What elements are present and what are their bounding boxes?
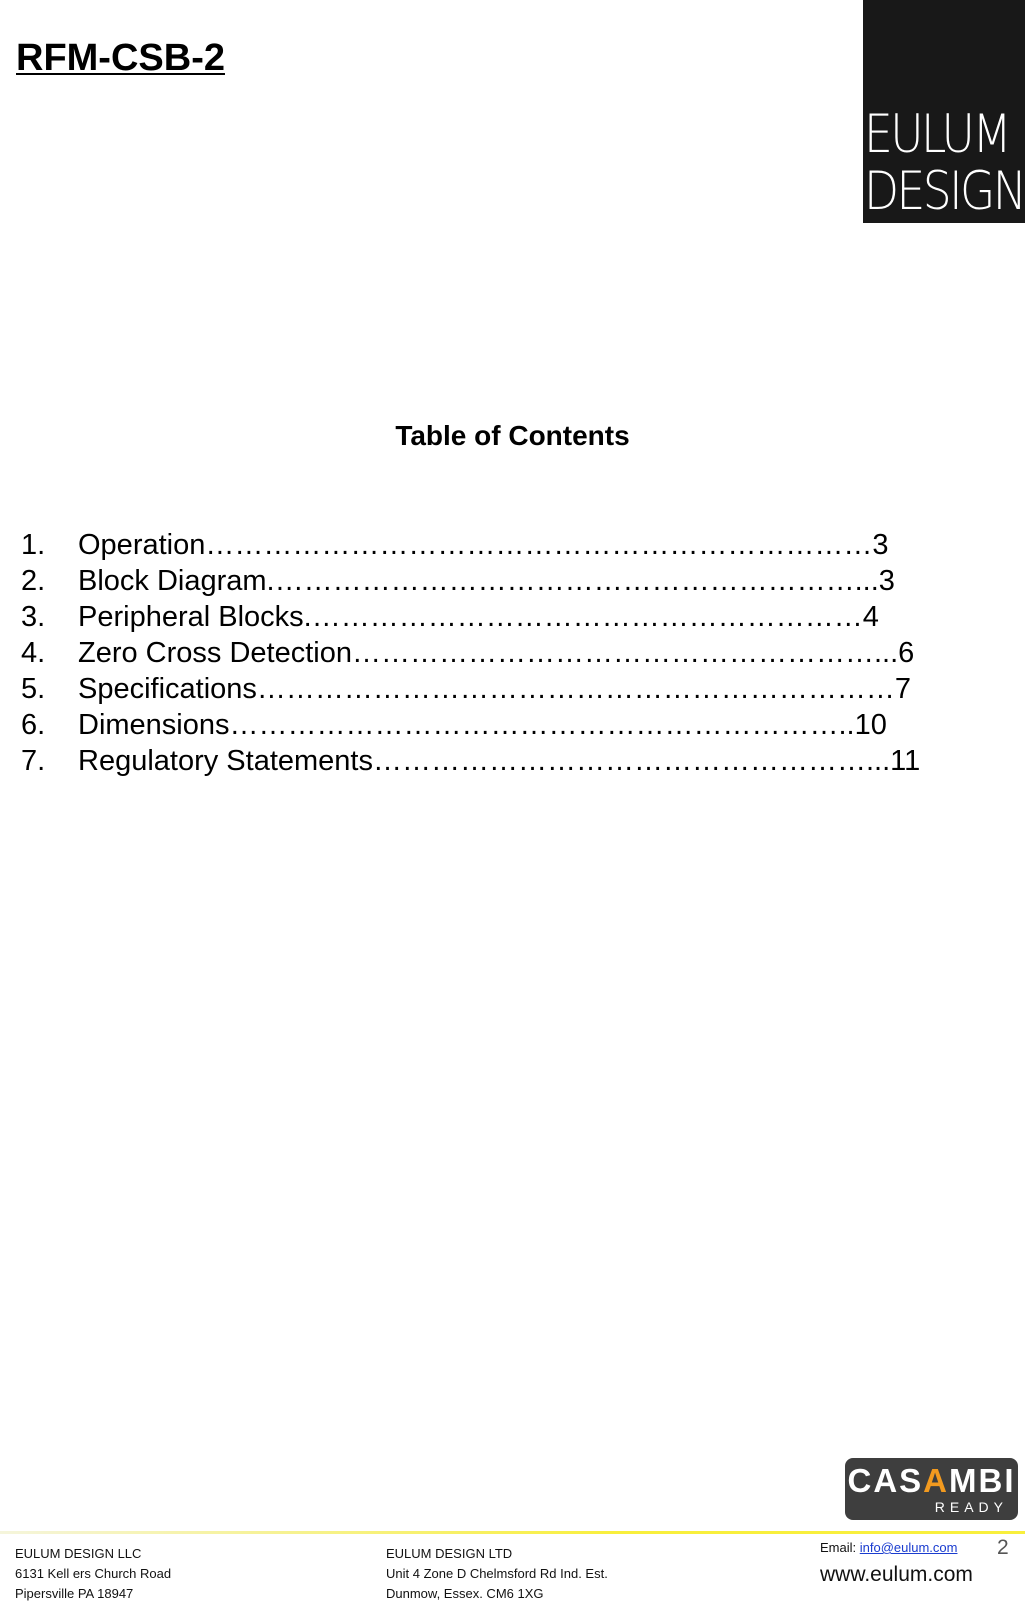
footer-address-llc	[15, 1544, 171, 1604]
website-url: www.eulum.com	[820, 1563, 973, 1586]
eulum-design-logo	[863, 0, 1025, 223]
toc-item-entry[interactable]: Operation……………………………………………………………3	[78, 529, 889, 561]
ltd-city: Dunmow, Essex. CM6 1XG	[386, 1586, 544, 1601]
document-id: RFM-CSB-2	[16, 37, 225, 79]
email-link[interactable]: info@eulum.com	[859, 1540, 958, 1555]
toc-title: Table of Contents	[395, 420, 630, 451]
casambi-ready-label: READY	[934, 1499, 1008, 1515]
toc-item-number: 3.	[21, 601, 46, 633]
toc-item[interactable]	[0, 635, 1025, 671]
toc-item-number: 7.	[21, 745, 46, 777]
ltd-company-name: EULUM DESIGN LTD	[386, 1546, 513, 1561]
email-label: Email:	[820, 1540, 860, 1555]
toc-item[interactable]	[0, 707, 1025, 743]
toc-item-entry[interactable]: Zero Cross Detection………………………………………………...6	[78, 637, 915, 669]
toc-item[interactable]	[0, 671, 1025, 707]
ltd-street: Unit 4 Zone D Chelmsford Rd Ind. Est.	[386, 1566, 608, 1581]
logo-line-2: DESIGN	[864, 161, 1025, 222]
toc-item[interactable]	[0, 743, 1025, 779]
toc-list	[0, 527, 1025, 779]
toc-item-number: 5.	[21, 673, 46, 705]
footer-address-ltd	[386, 1544, 608, 1604]
toc-item-entry[interactable]: Block Diagram.……………………………………………………...3	[78, 565, 895, 597]
toc-item-number: 1.	[21, 529, 46, 561]
toc-item[interactable]	[0, 563, 1025, 599]
footer-contact	[820, 1538, 973, 1589]
casambi-ready-badge	[845, 1458, 1018, 1520]
llc-street: 6131 Kell ers Church Road	[15, 1566, 172, 1581]
toc-item[interactable]	[0, 599, 1025, 635]
llc-company-name: EULUM DESIGN LLC	[15, 1546, 142, 1561]
toc-item-number: 6.	[21, 709, 46, 741]
toc-item-entry[interactable]: Peripheral Blocks.…………………………………………………4	[78, 601, 879, 633]
email-line	[820, 1538, 973, 1558]
page-number: 2	[997, 1536, 1009, 1559]
toc-item-entry[interactable]: Dimensions………………………………………………………..10	[78, 709, 887, 741]
toc-item-entry[interactable]: Specifications…………………………………………………………7	[78, 673, 912, 705]
toc-item-number: 4.	[21, 637, 46, 669]
logo-line-1: EULUM	[864, 104, 1010, 165]
toc-item-entry[interactable]: Regulatory Statements……………………………………………...11	[78, 745, 921, 777]
toc-item[interactable]	[0, 527, 1025, 563]
casambi-wordmark: CASAMBI	[847, 1462, 1016, 1499]
llc-city: Pipersville PA 18947	[15, 1586, 134, 1601]
toc-item-number: 2.	[21, 565, 46, 597]
footer-divider	[0, 1531, 1025, 1534]
